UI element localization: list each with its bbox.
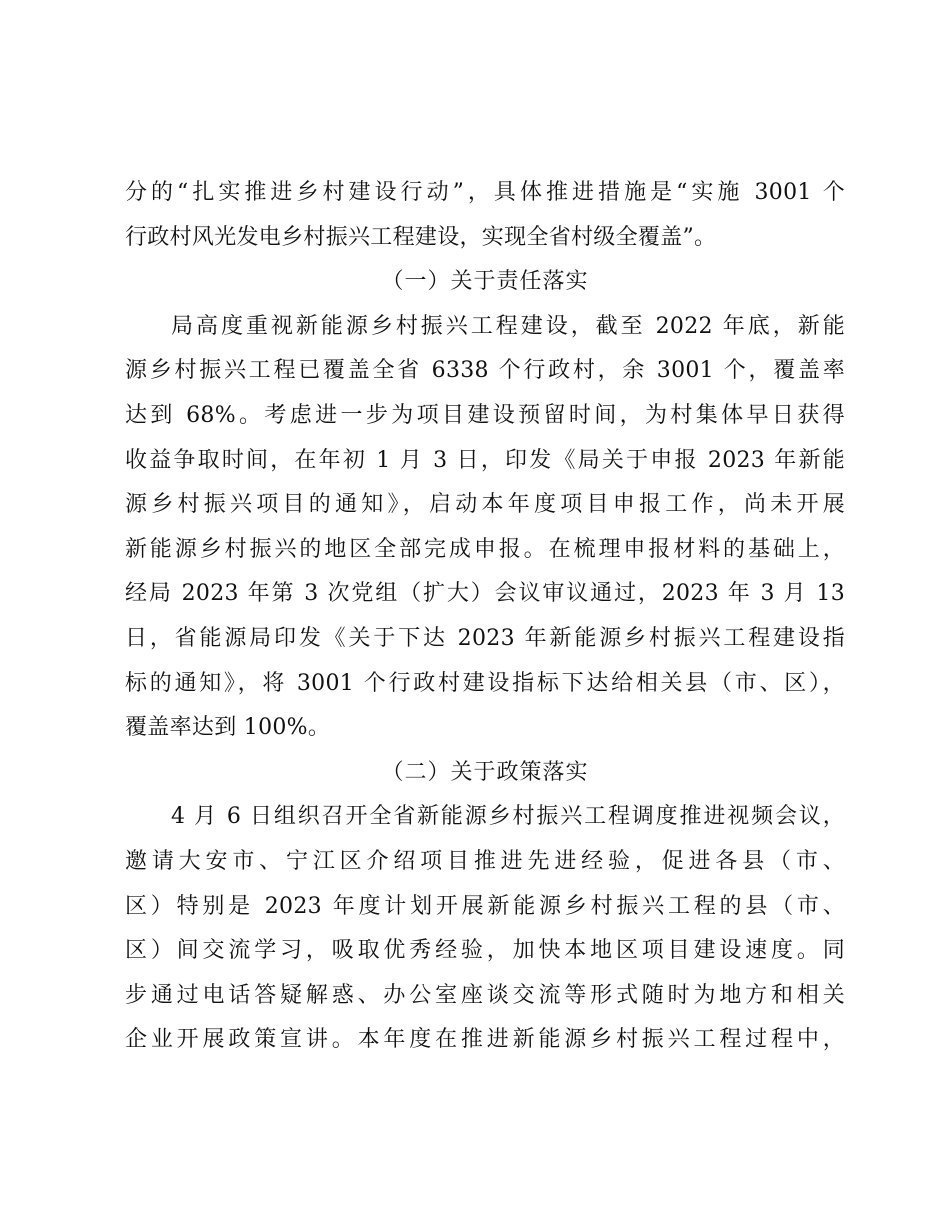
text-line: 经局 2023 年第 3 次党组（扩大）会议审议通过，2023 年 3 月 13 <box>125 581 845 607</box>
text-line: 收益争取时间，在年初 1 月 3 日，印发《局关于申报 2023 年新能 <box>125 447 845 473</box>
text-line: 分的“扎实推进乡村建设行动”，具体推进措施是“实施 3001 个 <box>125 180 845 205</box>
text-line: 区）间交流学习，吸取优秀经验，加快本地区项目建设速度。同 <box>125 938 845 964</box>
text-line: 步通过电话答疑解惑、办公室座谈交流等形式随时为地方和相关 <box>125 982 845 1008</box>
section-heading-responsibility: （一）关于责任落实 <box>381 269 589 295</box>
text-line: 邀请大安市、宁江区介绍项目推进先进经验，促进各县（市、 <box>125 848 845 874</box>
text-line: 新能源乡村振兴的地区全部完成申报。在梳理申报材料的基础上， <box>125 536 845 562</box>
text-line: 区）特别是 2023 年度计划开展新能源乡村振兴工程的县（市、 <box>125 893 845 919</box>
text-line: 达到 68%。考虑进一步为项目建设预留时间，为村集体早日获得 <box>125 402 845 428</box>
section-heading-policy: （二）关于政策落实 <box>381 759 589 785</box>
text-line: 标的通知》，将 3001 个行政村建设指标下达给相关县（市、区）， <box>125 670 845 696</box>
text-line: 源乡村振兴工程已覆盖全省 6338 个行政村，余 3001 个，覆盖率 <box>125 358 845 384</box>
text-line: 企业开展政策宣讲。本年度在推进新能源乡村振兴工程过程中， <box>125 1027 845 1053</box>
text-line: 4 月 6 日组织召开全省新能源乡村振兴工程调度推进视频会议， <box>171 804 845 830</box>
paragraph-intro <box>125 171 845 260</box>
paragraph-responsibility <box>125 305 845 751</box>
text-line: 覆盖率达到 100%。 <box>125 715 331 741</box>
text-line: 局高度重视新能源乡村振兴工程建设，截至 2022 年底，新能 <box>171 313 845 339</box>
text-line: 行政村风光发电乡村振兴工程建设，实现全省村级全覆盖”。 <box>125 224 717 250</box>
text-line: 源乡村振兴项目的通知》，启动本年度项目申报工作，尚未开展 <box>125 492 845 518</box>
text-line: 日，省能源局印发《关于下达 2023 年新能源乡村振兴工程建设指 <box>125 625 845 651</box>
document-body <box>125 171 845 1063</box>
paragraph-policy <box>125 795 845 1063</box>
